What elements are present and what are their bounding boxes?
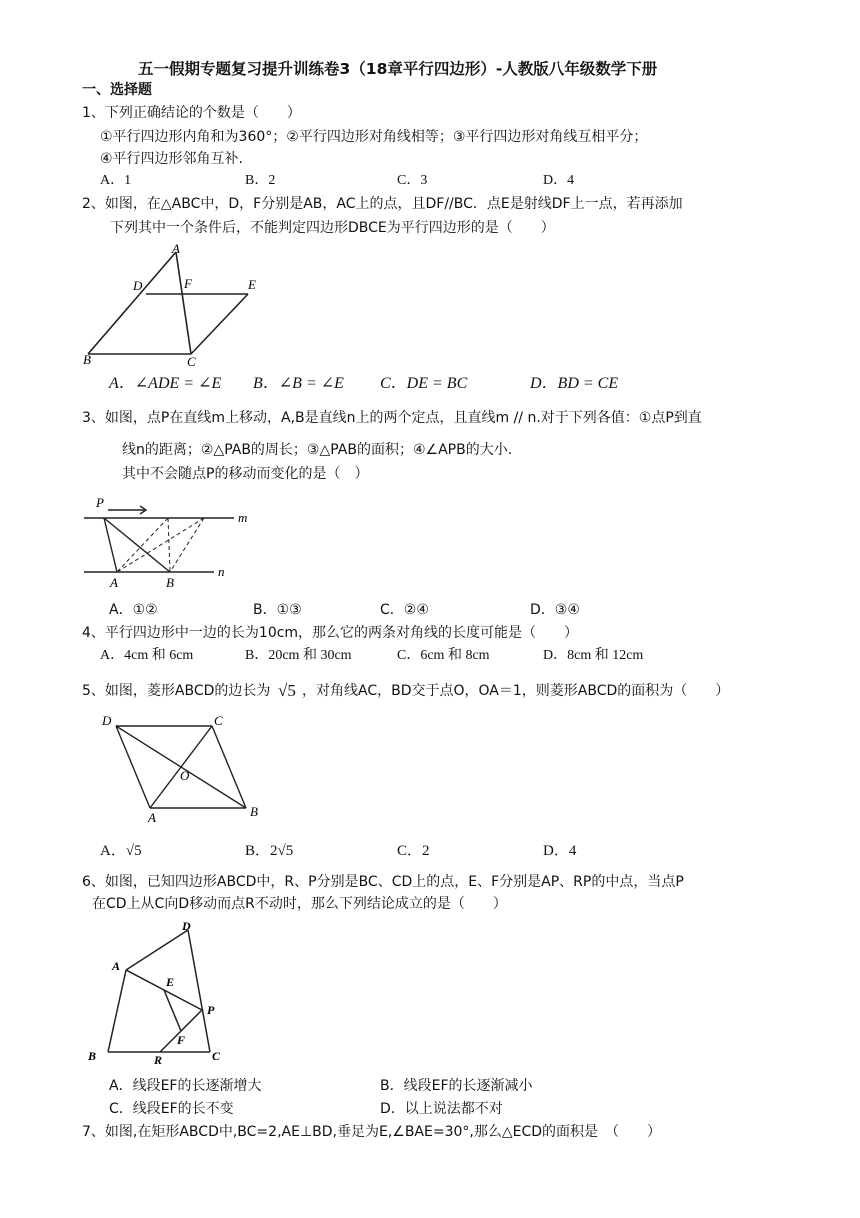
q3-option-b[interactable]: B．①③ (253, 602, 302, 618)
q5-figure (96, 710, 266, 825)
q4-option-a[interactable]: A．4cm 和 6cm (100, 648, 194, 663)
page-title: 五一假期专题复习提升训练卷3（18章平行四边形）-人教版八年级数学下册 (138, 60, 658, 78)
q5-option-c[interactable]: C．2 (397, 843, 430, 859)
q6-stem-line1: 6、如图，已知四边形ABCD中，R、P分别是BC、CD上的点，E、F分别是AP、RP的中点，当点P (82, 874, 684, 890)
q1-option-a[interactable]: A．1 (100, 173, 132, 188)
q3-label-b: B (166, 575, 174, 590)
q6-label-d: D (182, 919, 191, 933)
q2-stem-line2: 下列其中一个条件后，不能判定四边形DBCE为平行四边形的是（ ） (110, 220, 555, 236)
q6-option-b[interactable]: B．线段EF的长逐渐减小 (380, 1078, 533, 1094)
q3-figure (82, 490, 248, 590)
q3-stem-line2: 线n的距离；②△PAB的周长；③△PAB的面积；④∠APB的大小. (122, 442, 513, 458)
q6-label-e: E (166, 975, 175, 989)
q3-option-d[interactable]: D．③④ (530, 602, 580, 618)
q2-option-b[interactable]: B．∠B = ∠E (253, 375, 344, 392)
q5-label-d: D (102, 713, 112, 728)
q6-figure (84, 918, 244, 1068)
q3-label-m: m (238, 510, 248, 525)
q6-label-a: A (112, 959, 121, 973)
q2-option-d[interactable]: D．BD = CE (530, 375, 619, 392)
q2-label-e: E (248, 277, 256, 292)
q5-label-o: O (180, 768, 190, 783)
q6-label-c: C (212, 1049, 221, 1063)
section-heading: 一、选择题 (82, 82, 152, 98)
q1-option-c[interactable]: C．3 (397, 173, 428, 188)
q7-stem: 7、如图,在矩形ABCD中,BC=2,AE⊥BD,垂足为E,∠BAE=30°,那么△ECD的面积是 （ ） (82, 1124, 662, 1140)
q1-stem: 1、下列正确结论的个数是（ ） (82, 105, 301, 121)
q2-figure (78, 242, 268, 370)
q3-stem-line1: 3、如图，点P在直线m上移动，A,B是直线n上的两个定点，且直线m // n.对于下列各值：①点P到直 (82, 410, 702, 426)
q2-label-d: D (133, 278, 143, 293)
q5-sqrt5: √5 (278, 681, 296, 700)
q2-label-b: B (83, 352, 91, 367)
q3-label-p: P (96, 495, 104, 510)
q4-option-c[interactable]: C．6cm 和 8cm (397, 648, 490, 663)
q2-label-f: F (184, 276, 192, 291)
q2-option-c[interactable]: C．DE = BC (380, 375, 468, 392)
q6-label-b: B (88, 1049, 97, 1063)
q6-label-r: R (154, 1053, 163, 1067)
q1-option-d[interactable]: D．4 (543, 173, 575, 188)
q5-option-d[interactable]: D．4 (543, 843, 577, 859)
q5-stem-part2: ，对角线AC，BD交于点O，OA＝1，则菱形ABCD的面积为（ ） (302, 683, 730, 699)
q6-option-c[interactable]: C．线段EF的长不变 (109, 1101, 234, 1117)
q3-option-a[interactable]: A．①② (109, 602, 158, 618)
q6-stem-line2: 在CD上从C向D移动而点R不动时，那么下列结论成立的是（ ） (92, 896, 507, 912)
q5-label-c: C (214, 713, 223, 728)
q2-label-a: A (172, 241, 180, 256)
q6-option-a[interactable]: A．线段EF的长逐渐增大 (109, 1078, 262, 1094)
q4-option-b[interactable]: B．20cm 和 30cm (245, 648, 352, 663)
q2-stem-line1: 2、如图，在△ABC中，D，F分别是AB，AC上的点，且DF//BC．点E是射线DF上一点，若再添加 (82, 196, 683, 212)
q3-option-c[interactable]: C．②④ (380, 602, 429, 618)
q1-statements-line1: ①平行四边形内角和为360°；②平行四边形对角线相等；③平行四边形对角线互相平分； (100, 129, 648, 145)
q5-option-b[interactable]: B．2√5 (245, 843, 294, 859)
q3-stem-line3: 其中不会随点P的移动而变化的是（ ） (122, 466, 369, 482)
q2-option-a[interactable]: A．∠ADE = ∠E (109, 375, 222, 392)
q5-option-a[interactable]: A．√5 (100, 843, 142, 859)
q6-option-d[interactable]: D．以上说法都不对 (380, 1101, 503, 1117)
q4-stem: 4、平行四边形中一边的长为10cm，那么它的两条对角线的长度可能是（ ） (82, 625, 579, 641)
q5-stem-part1: 5、如图，菱形ABCD的边长为 (82, 683, 271, 699)
q3-label-n: n (218, 564, 225, 579)
q6-label-f: F (177, 1033, 186, 1047)
q4-option-d[interactable]: D．8cm 和 12cm (543, 648, 644, 663)
q1-statements-line2: ④平行四边形邻角互补. (100, 151, 244, 167)
q3-label-a: A (110, 575, 118, 590)
q1-option-b[interactable]: B．2 (245, 173, 276, 188)
q5-label-b: B (250, 804, 258, 819)
q5-label-a: A (148, 810, 156, 825)
q2-label-c: C (187, 354, 196, 369)
q6-label-p: P (207, 1003, 215, 1017)
